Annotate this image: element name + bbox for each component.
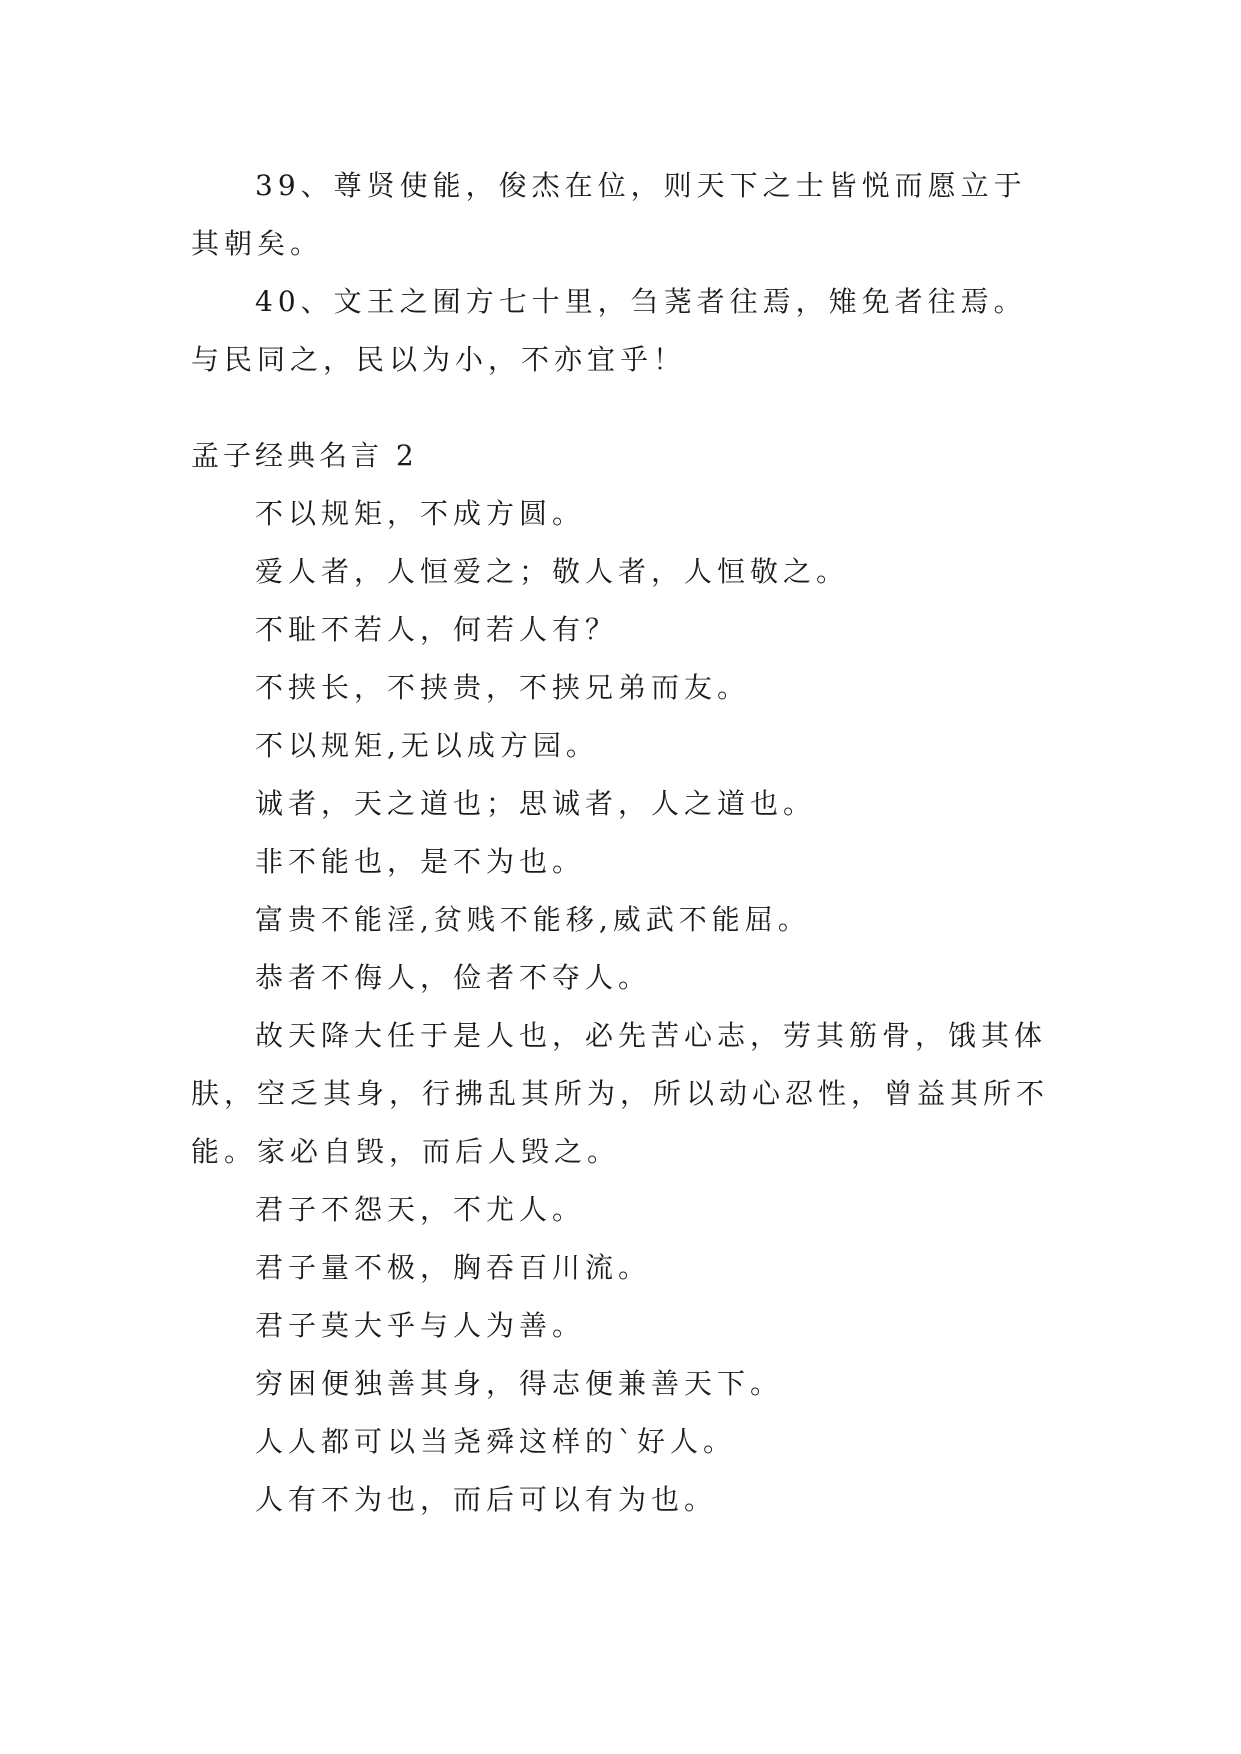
quote-line: 富贵不能淫,贫贱不能移,威武不能屈。	[255, 903, 811, 936]
quote-line: 人人都可以当尧舜这样的`好人。	[255, 1425, 737, 1458]
quote-paragraph-39: 39、尊贤使能，俊杰在位，则天下之士皆悦而愿立于其朝矣。	[191, 169, 1027, 260]
section-heading: 孟子经典名言 2	[191, 439, 418, 472]
quote-line: 君子不怨天，不尤人。	[255, 1193, 586, 1226]
quote-line: 不以规矩,无以成方园。	[255, 729, 599, 762]
quote-line: 君子莫大乎与人为善。	[255, 1309, 586, 1342]
document-page	[191, 157, 1051, 1529]
quote-line: 不耻不若人，何若人有？	[255, 613, 619, 646]
quote-line: 诚者，天之道也；思诚者，人之道也。	[255, 787, 817, 820]
quote-line: 恭者不侮人，俭者不夺人。	[255, 961, 652, 994]
quote-paragraph-40: 40、文王之囿方七十里，刍荛者往焉，雉免者往焉。与民同之，民以为小，不亦宜乎！	[191, 285, 1027, 376]
quote-line: 非不能也，是不为也。	[255, 845, 586, 878]
quote-line: 人有不为也，而后可以有为也。	[255, 1483, 718, 1516]
quote-line: 穷困便独善其身，得志便兼善天下。	[255, 1367, 784, 1400]
quote-line: 爱人者，人恒爱之；敬人者，人恒敬之。	[255, 555, 850, 588]
quote-line: 君子量不极，胸吞百川流。	[255, 1251, 652, 1284]
quote-line: 不以规矩，不成方圆。	[255, 497, 586, 530]
quote-line: 不挟长，不挟贵，不挟兄弟而友。	[255, 671, 751, 704]
quote-long-paragraph: 故天降大任于是人也，必先苦心志，劳其筋骨，饿其体肤，空乏其身，行拂乱其所为，所以动心忍性，曾益其所不能。家必自毁，而后人毁之。	[191, 1019, 1050, 1168]
